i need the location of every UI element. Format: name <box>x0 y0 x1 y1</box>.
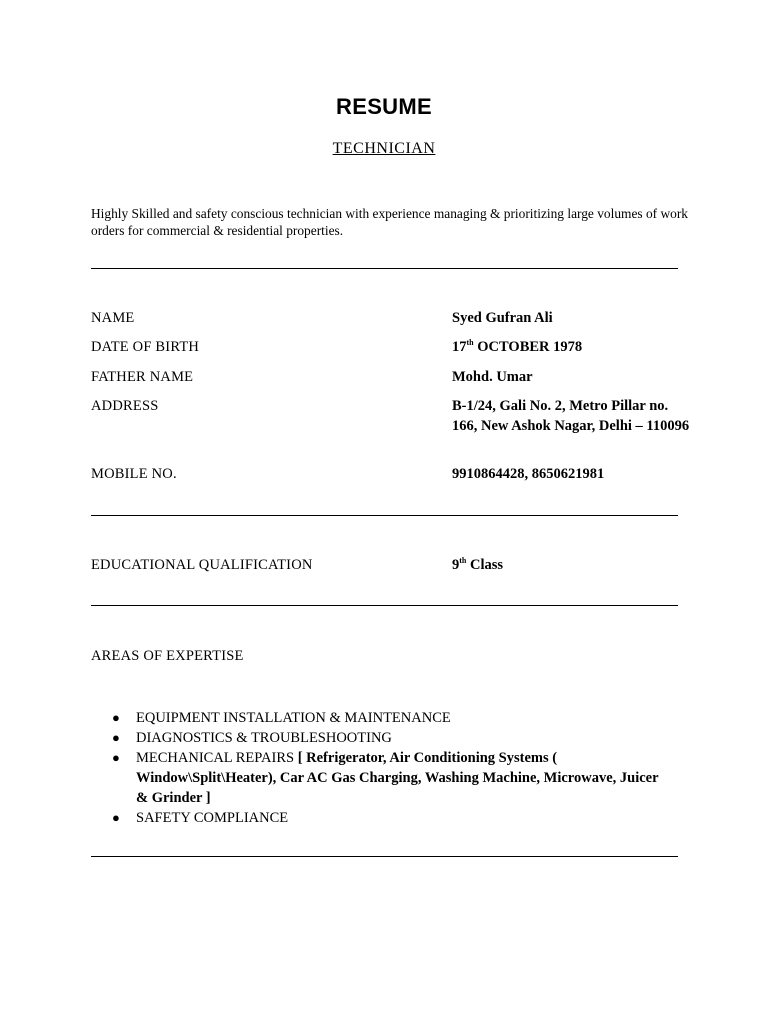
resume-title: RESUME <box>336 94 432 119</box>
bullet-icon: ● <box>112 810 120 825</box>
expertise-item-label: MECHANICAL REPAIRS <box>136 750 298 766</box>
divider-rule <box>91 515 678 516</box>
expertise-item <box>91 728 671 748</box>
resume-subtitle: TECHNICIAN <box>332 140 436 157</box>
father-name-label: FATHER NAME <box>91 369 194 385</box>
expertise-item-label: DIAGNOSTICS & TROUBLESHOOTING <box>136 730 392 746</box>
education-label: EDUCATIONAL QUALIFICATION <box>91 557 313 573</box>
bullet-icon: ● <box>112 730 120 745</box>
name-label: NAME <box>91 310 135 326</box>
divider-rule <box>91 856 678 857</box>
name-value: Syed Gufran Ali <box>452 310 553 326</box>
mobile-value: 9910864428, 8650621981 <box>452 466 605 482</box>
divider-rule <box>91 605 678 606</box>
education-num: 9 <box>452 557 460 573</box>
expertise-item-label: SAFETY COMPLIANCE <box>136 810 289 826</box>
address-label: ADDRESS <box>91 398 159 414</box>
expertise-heading: AREAS OF EXPERTISE <box>91 648 244 664</box>
summary-paragraph: Highly Skilled and safety conscious technician with experience managing & prioritizing large volumes of work orders for commercial & residential properties. <box>91 206 688 238</box>
bullet-icon: ● <box>112 710 120 725</box>
dob-month-year: OCTOBER 1978 <box>473 339 583 355</box>
dob-day: 17 <box>452 339 467 355</box>
expertise-item <box>91 808 671 828</box>
dob-label: DATE OF BIRTH <box>91 339 200 355</box>
education-rest: Class <box>466 557 504 573</box>
expertise-item-detail: [ Refrigerator, Air Conditioning Systems ( Window\Split\Heater), Car AC Gas Charging, Washing Machine, Microwave, Juicer & Grinder ] <box>136 750 659 806</box>
bullet-icon: ● <box>112 750 120 765</box>
expertise-item <box>91 708 671 728</box>
education-value <box>452 555 692 575</box>
dob-suffix: th <box>466 338 474 348</box>
mobile-label: MOBILE NO. <box>91 466 177 482</box>
expertise-item <box>91 748 671 808</box>
father-name-value: Mohd. Umar <box>452 369 533 385</box>
address-value: B-1/24, Gali No. 2, Metro Pillar no. 166, New Ashok Nagar, Delhi – 110096 <box>452 398 690 434</box>
education-suffix: th <box>459 556 467 566</box>
divider-rule <box>91 268 678 269</box>
dob-value <box>452 337 692 357</box>
expertise-list <box>91 708 671 828</box>
expertise-item-label: EQUIPMENT INSTALLATION & MAINTENANCE <box>136 710 451 726</box>
